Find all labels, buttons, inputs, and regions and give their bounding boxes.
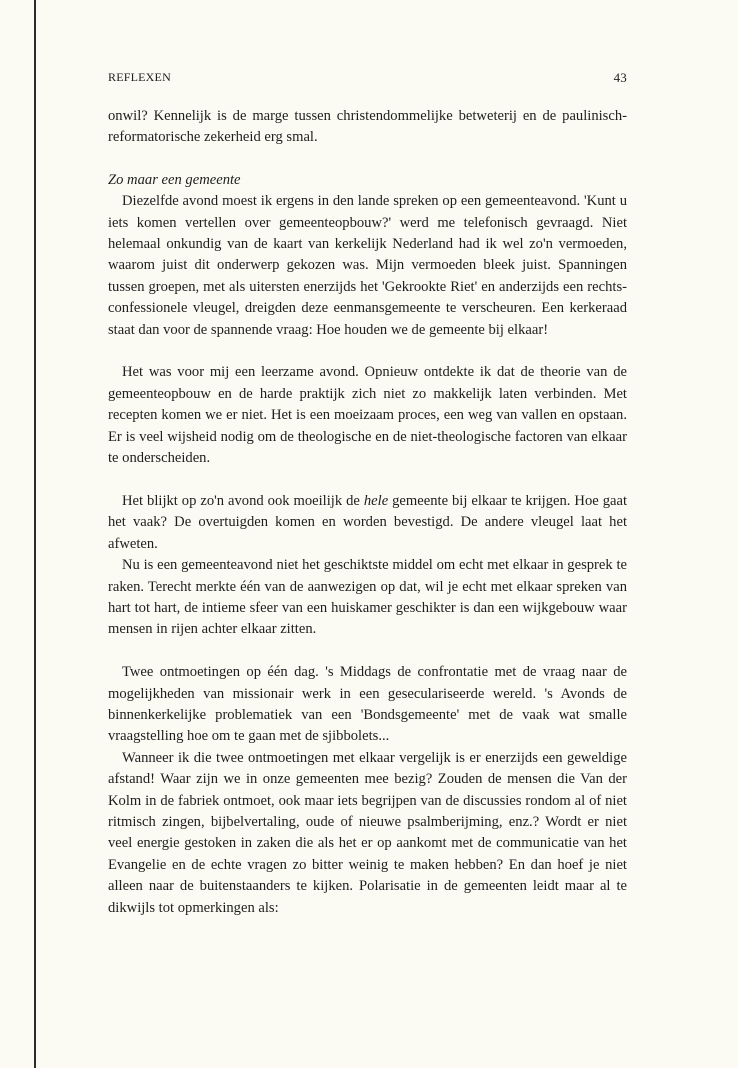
paragraph-2: Diezelfde avond moest ik ergens in den lande spreken op een gemeenteavond. 'Kunt u iets komen vertellen over gemeenteopbouw?' werd me telefonisch gevraagd. Niet helemaal onkundig van de kaart van kerkelijk Nederland had ik wel zo'n vermoeden, waarom juist dit onderwerp gekozen was. Mijn vermoeden bleek juist. Spanningen tussen groepen, met als uitersten enerzijds het 'Gekrookte Riet' en anderzijds een rechts-confessionele vleugel, dreigden deze eenmansgemeente te verscheuren. Een kerkeraad staat dan voor de spannende vraag: Hoe houden we de gemeente bij elkaar! — [108, 193, 627, 338]
page-number: 43 — [613, 70, 627, 85]
paragraph-4-emphasis: hele — [363, 492, 389, 509]
paragraph-4 — [108, 491, 627, 555]
paragraph-3: Het was voor mij een leerzame avond. Opnieuw ontdekte ik dat de theorie van de gemeenteopbouw en de harde praktijk zich niet zo makkelijk laten verbinden. Met recepten komen we er niet. Het is een moeizaam proces, een weg van vallen en opstaan. Er is veel wijsheid nodig om de theologische en de niet-theologische factoren van elkaar te onderscheiden. — [108, 364, 627, 467]
paragraph-7: Wanneer ik die twee ontmoetingen met elkaar vergelijk is er enerzijds een geweldige afstand! Waar zijn we in onze gemeenten mee bezig? Zouden de mensen die Van der Kolm in de fabriek ontmoet, ook maar iets begrijpen van de discussies rondom al of niet ritmisch zingen, bijbelvertaling, oude of nieuwe psalmberijming, enz.? Wordt er niet veel energie gestoken in zaken die als het er op aankomt met de communicatie van het Evangelie en de echte vragen zo bitter weinig te maken hebben? En dan hoef je niet alleen naar de buitenstaanders te kijken. Polarisatie in de gemeenten leidt maar al te dikwijls tot opmerkingen als: — [108, 749, 627, 916]
section-heading: Zo maar een gemeente — [108, 171, 241, 188]
paragraph-5: Nu is een gemeenteavond niet het geschiktste middel om echt met elkaar in gesprek te raken. Terecht merkte één van de aanwezigen op dat, wil je echt met elkaar spreken van hart tot hart, de intieme sfeer van een huiskamer geschikter is dan een wijkgebouw waar mensen in rijen achter elkaar zitten. — [108, 557, 627, 638]
page-body — [108, 106, 627, 919]
paragraph-4-end: gemeente bij elkaar te krijgen. Hoe gaat het vaak? De overtuigden komen en worden bevestigd. De andere vleugel laat het afweten. — [108, 492, 628, 552]
paragraph-1: onwil? Kennelijk is de marge tussen christendommelijke betweterij en de paulinisch-reformatorische zekerheid erg smal. — [108, 108, 627, 146]
page-gutter-line — [34, 0, 36, 1068]
paragraph-4-start: Het blijkt op zo'n avond ook moeilijk de — [122, 492, 364, 509]
paragraph-6: Twee ontmoetingen op één dag. 's Middags de confrontatie met de vraag naar de mogelijkheden van missionair werk in een geseculariseerde wereld. 's Avonds de binnenkerkelijke problematiek van een 'Bondsgemeente' met de vaak wat smalle vraagstelling hoe om te gaan met de sjibbolets... — [108, 664, 627, 745]
running-head: REFLEXEN — [108, 70, 171, 84]
